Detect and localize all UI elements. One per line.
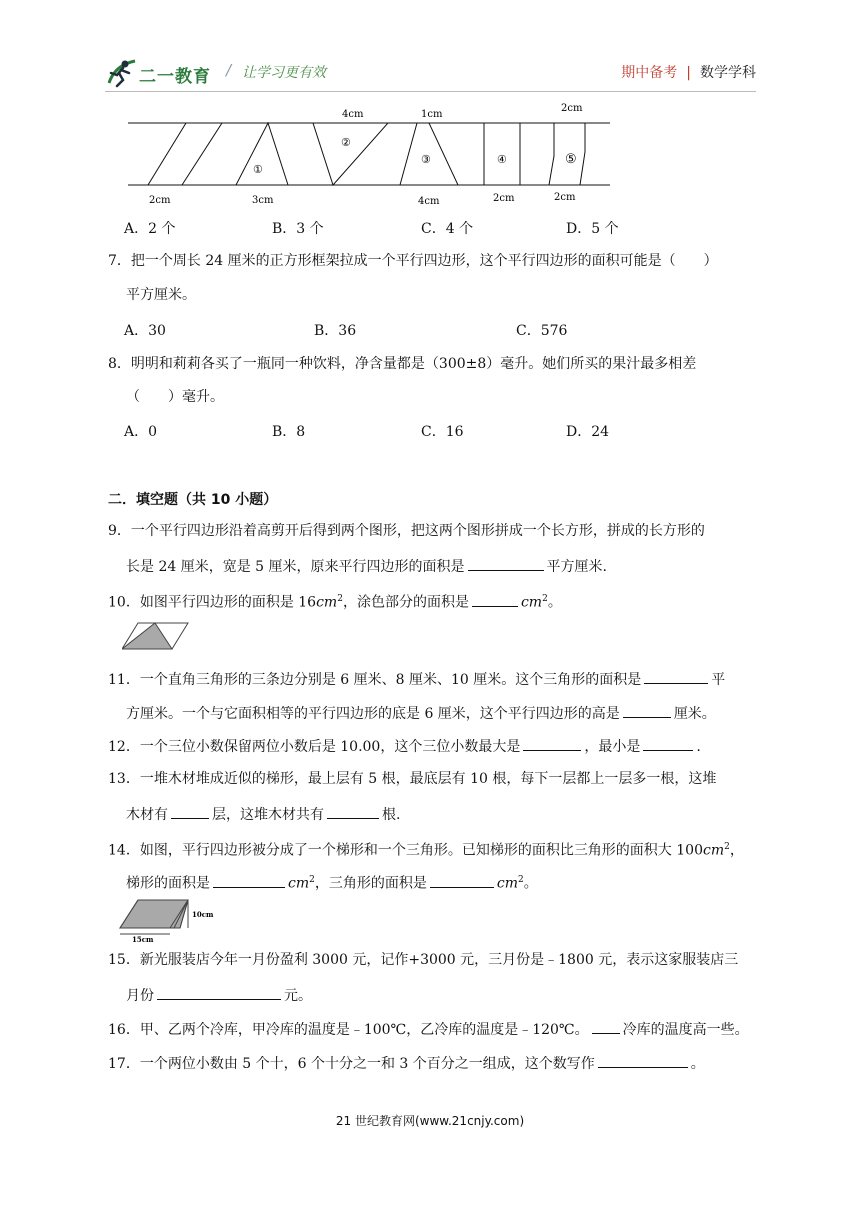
q13-stem: 13．一堆木材堆成近似的梯形，最上层有 5 根，最底层有 10 根，每下一层都上一层多一根，这堆 (108, 771, 717, 787)
q9-text-a: 长是 24 厘米，宽是 5 厘米，原来平行四边形的面积是 (126, 559, 465, 575)
header-right (621, 62, 756, 82)
shape-number-2: ② (341, 136, 351, 149)
q13-text-a: 木材有 (126, 807, 168, 823)
trapezoid-shaded (120, 900, 188, 928)
q11-text-d: 厘米。 (673, 706, 716, 722)
label-3cm-bottom: 3cm (252, 195, 274, 206)
q16-answer-blank[interactable] (592, 1018, 620, 1034)
q13-answer-blank-total[interactable] (327, 803, 379, 819)
page-header (0, 0, 860, 95)
q12-text-b: ，最小是 (584, 739, 641, 755)
q7-stem: 7．把一个周长 24 厘米的正方形框架拉成一个平行四边形，这个平行四边形的面积可能是（ ） (108, 253, 718, 269)
q13-text-c: 根. (382, 807, 401, 823)
q14-stem-cont (126, 870, 538, 894)
q14-exp-3: 2 (517, 875, 524, 885)
q8-option-b[interactable]: B．8 (272, 424, 306, 440)
runner-logo-icon (105, 55, 139, 89)
q15-stem: 15．新光服装店今年一月份盈利 3000 元，记作+3000 元，三月份是﹣1800 元，表示这家服装店三 (108, 952, 739, 968)
q9-text-b: 平方厘米. (546, 559, 607, 575)
q14-unit: cm (702, 842, 725, 859)
q8-stem-cont: （ ）毫升。 (126, 389, 224, 405)
label-1cm-top: 1cm (421, 109, 443, 120)
q14-answer-blank-triangle[interactable] (430, 872, 494, 888)
q9-stem: 9．一个平行四边形沿着高剪开后得到两个图形，把这两个图形拼成一个长方形，拼成的长方形的 (108, 523, 705, 539)
q12-text-c: . (696, 739, 701, 755)
logo (105, 55, 217, 91)
shape-2-triangle (313, 123, 388, 185)
q14-stem (108, 837, 744, 861)
label-2cm-bottom-c: 2cm (554, 192, 576, 203)
q11-answer-blank-2[interactable] (623, 702, 671, 718)
q11-text-b: 平 (711, 672, 726, 688)
q8-option-c[interactable]: C．16 (421, 424, 464, 440)
label-4cm-bottom: 4cm (418, 196, 440, 207)
q14-text-a: 14．如图，平行四边形被分成了一个梯形和一个三角形。已知梯形的面积比三角形的面积大 100 (108, 842, 703, 859)
q14-figure (118, 896, 222, 944)
q13-stem-cont (126, 803, 400, 825)
q16-stem (108, 1018, 749, 1040)
q6-option-d[interactable]: D．5 个 (566, 221, 619, 237)
q7-option-a[interactable]: A．30 (124, 323, 166, 339)
q6-option-a[interactable]: A．2 个 (124, 221, 176, 237)
header-divider (105, 91, 756, 92)
label-4cm-top: 4cm (342, 109, 364, 120)
shape-number-1: ① (253, 163, 263, 176)
page-footer: 21 世纪教育网(www.21cnjy.com) (335, 1114, 525, 1128)
logo-text: 二一教育 (139, 67, 211, 87)
q14-text-d: ，三角形的面积是 (314, 875, 427, 892)
q12-text-a: 12．一个三位小数保留两位小数后是 10.00，这个三位小数最大是 (108, 739, 521, 755)
label-2cm-top: 2cm (561, 103, 583, 114)
q14-exp-2: 2 (309, 875, 315, 885)
q15-stem-cont (126, 984, 312, 1006)
q6-option-b[interactable]: B．3 个 (272, 221, 324, 237)
q14-text-c: 梯形的面积是 (126, 875, 210, 892)
q8-stem: 8．明明和莉莉各买了一瓶同一种饮料，净含量都是（300±8）毫升。她们所买的果汁最多相差 (108, 356, 697, 372)
q8-option-d[interactable]: D．24 (566, 424, 610, 440)
q7-option-b[interactable]: B．36 (314, 323, 357, 339)
q15-answer-blank[interactable] (157, 984, 281, 1000)
shape-number-5: ⑤ (565, 152, 577, 167)
q15-text-a: 月份 (126, 988, 154, 1004)
q16-text-a: 16．甲、乙两个冷库，甲冷库的温度是﹣100℃，乙冷库的温度是﹣120℃。 (108, 1022, 589, 1038)
q6-option-c[interactable]: C．4 个 (421, 221, 474, 237)
shape-number-4: ④ (497, 153, 507, 166)
q17-text-a: 17．一个两位小数由 5 个十，6 个十分之一和 3 个百分之一组成，这个数写作 (108, 1056, 595, 1072)
q17-answer-blank[interactable] (598, 1052, 688, 1068)
q14-unit-2: cm (288, 875, 310, 892)
q14-text-b: ， (729, 842, 744, 859)
q10-stem (108, 589, 562, 613)
label-2cm-bottom-a: 2cm (149, 195, 171, 206)
slogan: 让学习更有效 (242, 65, 326, 81)
slogan-separator: / (226, 61, 232, 79)
q10-unit-2: cm (520, 594, 543, 611)
subject-label: 数学学科 (700, 65, 756, 81)
q10-unit: cm (316, 594, 338, 611)
q12-answer-blank-min[interactable] (643, 735, 693, 751)
q12-stem (108, 735, 701, 757)
q9-answer-blank[interactable] (468, 555, 544, 571)
q13-text-b: 层，这堆木材共有 (212, 807, 324, 823)
q7-option-c[interactable]: C．576 (516, 323, 568, 339)
q11-stem (108, 668, 725, 690)
q13-answer-blank-layers[interactable] (171, 803, 209, 819)
q7-stem-cont: 平方厘米。 (126, 287, 196, 303)
q11-text-c: 方厘米。一个与它面积相等的平行四边形的底是 6 厘米，这个平行四边形的高是 (126, 706, 620, 722)
q10-answer-blank[interactable] (472, 591, 518, 607)
q16-text-b: 冷库的温度高一些。 (622, 1022, 749, 1038)
q14-text-e: 。 (523, 875, 538, 892)
q17-text-b: 。 (690, 1056, 705, 1072)
q8-option-a[interactable]: A．0 (124, 424, 158, 440)
slant-line (148, 123, 186, 185)
q12-answer-blank-max[interactable] (523, 735, 581, 751)
section-title: 二．填空题（共 10 小题） (108, 492, 278, 508)
shape-5-left (549, 123, 554, 185)
q14-exp: 2 (724, 842, 730, 852)
label-2cm-bottom-b: 2cm (493, 193, 515, 204)
shape-5-right (580, 123, 585, 185)
header-separator: | (686, 65, 691, 81)
shape-number-3: ③ (421, 153, 431, 166)
label-15cm: 15cm (132, 935, 154, 944)
q10-exp: 2 (337, 594, 343, 604)
q11-stem-cont (126, 702, 716, 724)
q10-text-a: 10．如图平行四边形的面积是 16 (108, 594, 317, 611)
q10-exp-2: 2 (542, 594, 548, 604)
q17-stem (108, 1052, 705, 1074)
q10-text-b: ，涂色部分的面积是 (342, 594, 469, 611)
q9-stem-cont (126, 555, 607, 577)
q10-figure (122, 621, 190, 651)
q14-answer-blank-trapezoid[interactable] (213, 872, 285, 888)
q6-figure (120, 100, 620, 212)
label-10cm: 10cm (192, 910, 214, 919)
q15-text-b: 元。 (284, 988, 312, 1004)
slant-line (182, 123, 222, 185)
q10-text-c: 。 (547, 594, 562, 611)
exam-label: 期中备考 (621, 65, 678, 81)
q11-answer-blank-1[interactable] (644, 668, 708, 684)
q11-text-a: 11．一个直角三角形的三条边分别是 6 厘米、8 厘米、10 厘米。这个三角形的面积是 (108, 672, 642, 688)
q14-unit-3: cm (496, 875, 518, 892)
